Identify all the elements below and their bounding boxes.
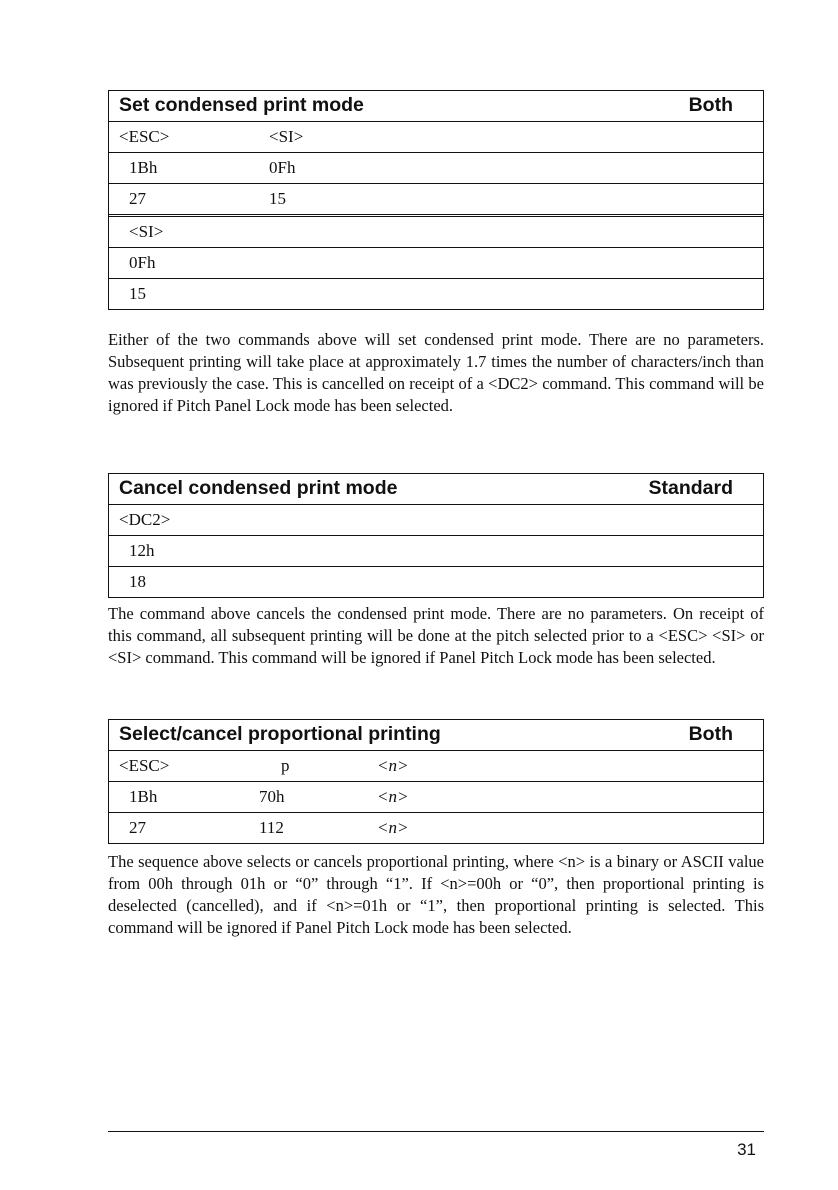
code-cell: 1Bh bbox=[129, 787, 158, 806]
description-paragraph: The sequence above selects or cancels proportional printing, where <n> is a binary or ASCII value from 00h through 01h or “0” through “1”. If <n>=00h or “0”, then proportional printing is deselected (cancelled), and if <n>=01h or “1”, then proportional printing is selected. This command will be ignored if Panel Pitch Lock mode has been selected. bbox=[108, 852, 764, 937]
code-cell: 70h bbox=[259, 787, 285, 806]
code-cell: 12h bbox=[129, 541, 155, 560]
table-row bbox=[109, 567, 763, 597]
table-row bbox=[109, 751, 763, 782]
command-header bbox=[109, 720, 763, 751]
command-table-proportional bbox=[108, 719, 764, 844]
code-cell: p bbox=[281, 756, 290, 775]
table-row bbox=[109, 248, 763, 279]
command-table-set-condensed bbox=[108, 90, 764, 310]
description-paragraph: The command above cancels the condensed print mode. There are no parameters. On receipt of this command, all subsequent printing will be done at the pitch selected prior to a <ESC> <SI> or <SI> command. This command will be ignored if Panel Pitch Lock mode has been selected. bbox=[108, 604, 764, 667]
code-cell: <n> bbox=[377, 756, 409, 775]
code-cell: 1Bh bbox=[129, 158, 158, 177]
description-paragraph: Either of the two commands above will set condensed print mode. There are no parameters. Subsequent printing will take place at approximately 1.7 times the number of characters/inch than was previously the case. This is cancelled on receipt of a <DC2> command. This command will be ignored if Pitch Panel Lock mode has been selected. bbox=[108, 330, 764, 415]
command-table-cancel-condensed bbox=[108, 473, 764, 598]
table-row bbox=[109, 813, 763, 843]
command-title: Set condensed print mode bbox=[119, 94, 364, 116]
table-row bbox=[109, 122, 763, 153]
code-cell: <SI> bbox=[129, 222, 164, 241]
code-cell: 27 bbox=[129, 189, 146, 208]
table-row bbox=[109, 217, 763, 248]
code-cell: <ESC> bbox=[119, 127, 170, 146]
code-cell: <n> bbox=[377, 818, 409, 837]
command-title: Cancel condensed print mode bbox=[119, 477, 398, 499]
code-cell: 27 bbox=[129, 818, 146, 837]
code-cell: 112 bbox=[259, 818, 284, 837]
code-cell: <SI> bbox=[269, 127, 304, 146]
table-row bbox=[109, 536, 763, 567]
code-cell: 15 bbox=[269, 189, 286, 208]
code-cell: <ESC> bbox=[119, 756, 170, 775]
table-row bbox=[109, 153, 763, 184]
code-cell: 15 bbox=[129, 284, 146, 303]
command-title: Select/cancel proportional printing bbox=[119, 723, 441, 745]
table-row bbox=[109, 279, 763, 309]
table-row bbox=[109, 782, 763, 813]
table-row bbox=[109, 505, 763, 536]
command-scope: Both bbox=[688, 94, 733, 116]
code-cell: <n> bbox=[377, 787, 409, 806]
command-header bbox=[109, 474, 763, 505]
command-header bbox=[109, 91, 763, 122]
code-cell: 0Fh bbox=[129, 253, 156, 272]
command-scope: Both bbox=[688, 723, 733, 745]
footer-rule bbox=[108, 1131, 764, 1132]
table-row bbox=[109, 184, 763, 217]
page-number: 31 bbox=[737, 1140, 756, 1159]
code-cell: 0Fh bbox=[269, 158, 296, 177]
code-cell: <DC2> bbox=[119, 510, 171, 529]
command-scope: Standard bbox=[648, 477, 733, 499]
code-cell: 18 bbox=[129, 572, 146, 591]
